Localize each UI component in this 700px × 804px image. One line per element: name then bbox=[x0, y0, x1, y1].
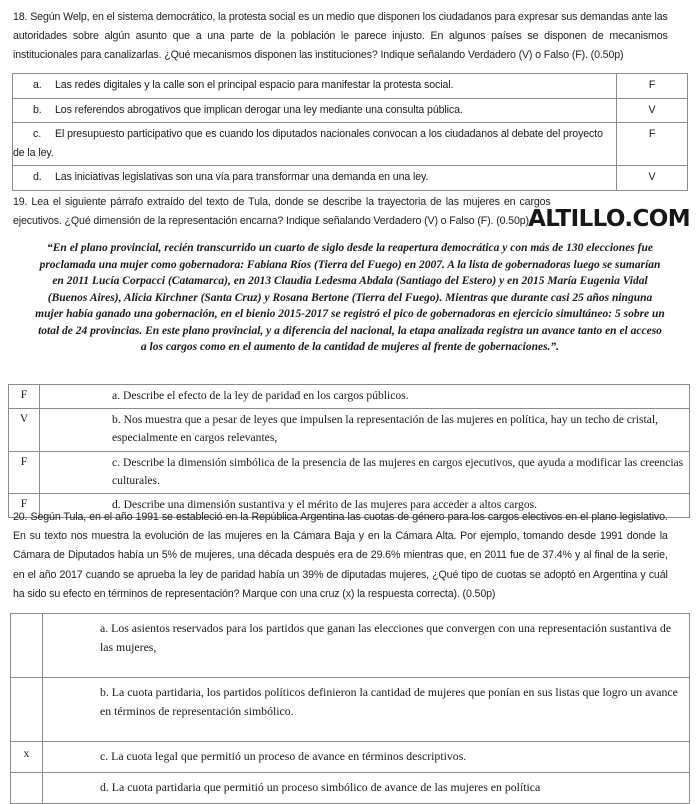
statement-cell bbox=[13, 74, 617, 99]
question-19-quote: “En el plano provincial, recién transcurrido un cuarto de siglo desde la reapertura democrática y con más de 130 elecciones fue proclamada una mujer como gobernadora: Fabiana Ríos (Tierra del Fuego) en 2007. A la lista de gobernadoras luego se sumarían en 2011 Lucía Corpacci (Catamarca), en 2013 Claudia Ledesma Abdala (Santiago del Estero) y en 2015 María Eugenia Vidal (Buenos Aires), Alicia Kirchner (Santa Cruz) y Rosana Bertone (Tierra del Fuego). Mientras que durante casi 25 años ninguna mujer había ganado una gobernación, en el bienio 2015-2017 se registró el pico de gobernadoras en ejercicio simultáneo: 5 sobre un total de 24 provincias. En este plano provincial, y a diferencia del nacional, la etapa analizada registra un avance tanto en el acceso a los cargos como en el aumento de la cantidad de mujeres al frente de gobernaciones.”. bbox=[35, 242, 665, 353]
table-row bbox=[9, 385, 690, 409]
statement-cell bbox=[13, 166, 617, 191]
row-statement: El presupuesto participativo que es cuando los diputados nacionales convocan a los ciudadanos al debate del proyecto de la ley. bbox=[13, 128, 603, 159]
answer-cell[interactable]: V bbox=[617, 98, 688, 123]
table-row bbox=[13, 123, 688, 166]
table-row bbox=[9, 409, 690, 451]
statement-cell bbox=[13, 123, 617, 166]
table-row bbox=[11, 773, 690, 804]
row-letter: c. bbox=[33, 128, 42, 140]
table-row bbox=[11, 614, 690, 678]
table-row bbox=[13, 74, 688, 99]
row-statement: c. Describe la dimensión simbólica de la presencia de las mujeres en cargos ejecutivos, que ayuda a modificar las creencias culturales. bbox=[40, 451, 690, 493]
mark-cell[interactable] bbox=[11, 678, 43, 742]
row-statement: d. La cuota partidaria que permitió un proceso simbólico de avance de las mujeres en política bbox=[43, 773, 690, 804]
answer-cell[interactable]: F bbox=[617, 123, 688, 166]
table-row bbox=[9, 451, 690, 493]
answer-cell[interactable]: V bbox=[617, 166, 688, 191]
row-letter: b. bbox=[33, 103, 42, 116]
answer-cell[interactable]: F bbox=[617, 74, 688, 99]
table-row bbox=[11, 678, 690, 742]
question-18-prompt: 18. Según Welp, en el sistema democrático, la protesta social es un medio que disponen los ciudadanos para expresar sus demandas ante las autoridades sobre algún asunto que a una parte de la población le parece injusto. En algunos países se disponen de mecanismos institucionales para canalizarlas. ¿Qué mecanismos disponen las instituciones? Indique señalando Verdadero (V) o Falso (F). (0.50p) bbox=[13, 11, 668, 62]
table-row bbox=[13, 98, 688, 123]
answer-cell[interactable]: F bbox=[9, 494, 40, 518]
mark-cell[interactable]: x bbox=[11, 742, 43, 773]
question-20-prompt: 20. Según Tula, en el año 1991 se estableció en la República Argentina las cuotas de género para los cargos electivos en el plano legislativo. En su texto nos muestra la evolución de las mujeres en la Cámara Baja y en la Cámara Alta. Por ejemplo, tomando desde 1991 donde la Cámara de Diputados había un 5% de mujeres, una década después era de 29.6% mientras que, en 2011 fue de 37.4% y al final de la serie, en el año 2017 cuando se aprueba la ley de paridad había un 39% de diputadas mujeres, ¿Qué tipo de cuotas se adoptó en Argentina y cuál ha sido su efecto en términos de representación? Marque con una cruz (x) la respuesta correcta). (0.50p) bbox=[13, 511, 668, 600]
question-19-table bbox=[8, 384, 690, 518]
row-statement: Las iniciativas legislativas son una vía para transformar una demanda en una ley. bbox=[55, 171, 429, 183]
altillo-watermark: ALTILLO.COM bbox=[528, 206, 690, 232]
mark-cell[interactable] bbox=[11, 773, 43, 804]
answer-cell[interactable]: F bbox=[9, 385, 40, 409]
row-statement: a. Describe el efecto de la ley de paridad en los cargos públicos. bbox=[40, 385, 690, 409]
row-statement: b. Nos muestra que a pesar de leyes que impulsen la representación de las mujeres en política, hay un techo de cristal, especialmente en cargos relevantes, bbox=[40, 409, 690, 451]
question-18-table bbox=[12, 73, 688, 191]
row-statement: Los referendos abrogativos que implican derogar una ley mediante una consulta pública. bbox=[55, 103, 463, 116]
row-statement: Las redes digitales y la calle son el principal espacio para manifestar la protesta social. bbox=[55, 79, 454, 91]
row-letter: d. bbox=[33, 171, 42, 183]
statement-cell bbox=[13, 98, 617, 123]
answer-cell[interactable]: F bbox=[9, 451, 40, 493]
row-statement: d. Describe una dimensión sustantiva y el mérito de las mujeres para acceder a altos cargos. bbox=[40, 494, 690, 518]
question-19-prompt: 19. Lea el siguiente párrafo extraído del texto de Tula, donde se describe la trayectoria de las mujeres en cargos ejecutivos. ¿Qué dimensión de la representación encarna? Indique señalando Verdadero (V) o Falso (F). (0.50p) bbox=[13, 196, 551, 228]
mark-cell[interactable] bbox=[11, 614, 43, 678]
row-letter: a. bbox=[33, 79, 42, 91]
row-statement: c. La cuota legal que permitió un proceso de avance en términos descriptivos. bbox=[43, 742, 690, 773]
question-20-table bbox=[10, 613, 690, 804]
row-statement: a. Los asientos reservados para los partidos que ganan las elecciones que convergen con una representación sustantiva de las mujeres, bbox=[43, 614, 690, 678]
table-row bbox=[13, 166, 688, 191]
row-statement: b. La cuota partidaria, los partidos políticos definieron la cantidad de mujeres que ponían en sus listas que logro un avance en términos de representación simbólico. bbox=[43, 678, 690, 742]
answer-cell[interactable]: V bbox=[9, 409, 40, 451]
